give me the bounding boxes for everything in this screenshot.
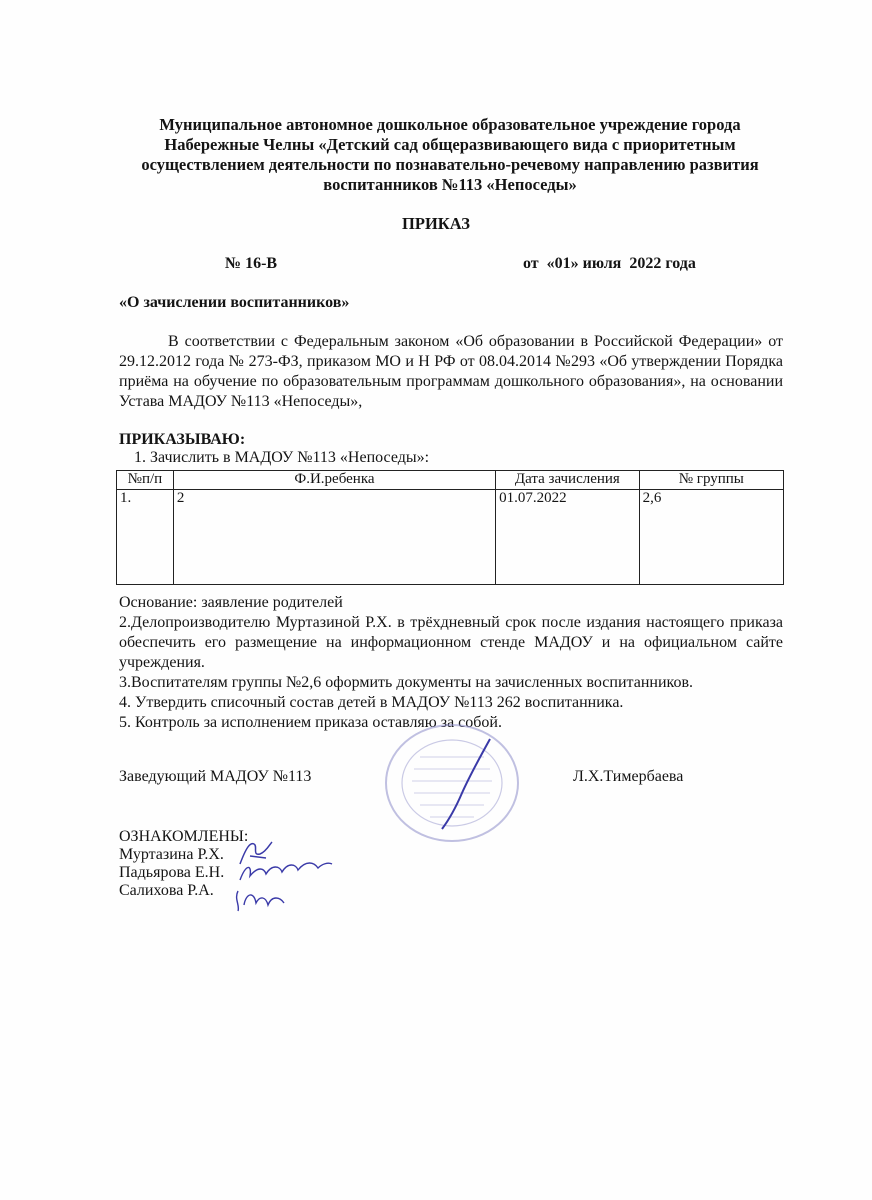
signature-padyarova-icon xyxy=(236,858,334,888)
table-header-row xyxy=(117,471,784,490)
document-number: № 16-В xyxy=(225,255,278,272)
order-item-1: 1. Зачислить в МАДОУ №113 «Непоседы»: xyxy=(134,449,430,466)
cell-number: 1. xyxy=(117,490,174,585)
acknowledged-person: Муртазина Р.Х. xyxy=(119,846,224,863)
column-header-number: №п/п xyxy=(117,471,174,490)
official-stamp-icon xyxy=(372,717,532,852)
director-name: Л.Х.Тимербаева xyxy=(573,768,684,785)
table-row xyxy=(117,490,784,585)
order-item-2: 2.Делопроизводителю Муртазиной Р.Х. в трёхдневный срок после издания настоящего приказа обеспечить его размещение на информационном стенде МАДОУ и на официальном сайте учреждения. xyxy=(119,614,783,671)
cell-group: 2,6 xyxy=(639,490,783,585)
document-date: от «01» июля 2022 года xyxy=(523,255,696,272)
acknowledged-block xyxy=(119,828,248,900)
cell-enroll-date: 01.07.2022 xyxy=(496,490,640,585)
order-items xyxy=(119,593,783,733)
header-line: Муниципальное автономное дошкольное образовательное учреждение города xyxy=(159,115,741,134)
column-header-child-name: Ф.И.ребенка xyxy=(173,471,495,490)
basis-line: Основание: заявление родителей xyxy=(119,594,343,611)
order-keyword: ПРИКАЗЫВАЮ: xyxy=(119,431,246,448)
organization-header xyxy=(110,115,790,195)
order-item-5: 5. Контроль за исполнением приказа оставляю за собой. xyxy=(119,714,502,731)
acknowledged-person: Падьярова Е.Н. xyxy=(119,864,225,881)
acknowledged-label: ОЗНАКОМЛЕНЫ: xyxy=(119,828,249,845)
preamble-paragraph: В соответствии с Федеральным законом «Об образовании в Российской Федерации» от 29.12.2012 года № 273-ФЗ, приказом МО и Н РФ от 08.04.2014 №293 «Об утверждении Порядка приёма на обучение по образовательным программам дошкольного образования», на основании Устава МАДОУ №113 «Непоседы», xyxy=(119,333,783,410)
order-item-4: 4. Утвердить списочный состав детей в МАДОУ №113 262 воспитанника. xyxy=(119,694,624,711)
signature-salikhova-icon xyxy=(232,885,288,915)
document-title: ПРИКАЗ xyxy=(402,214,470,233)
column-header-enroll-date: Дата зачисления xyxy=(496,471,640,490)
header-line: осуществлением деятельности по познавательно-речевому направлению развития xyxy=(141,155,759,174)
director-position: Заведующий МАДОУ №113 xyxy=(119,768,312,785)
column-header-group: № группы xyxy=(639,471,783,490)
header-line: Набережные Челны «Детский сад общеразвивающего вида с приоритетным xyxy=(164,135,736,154)
order-item-3: 3.Воспитателям группы №2,6 оформить документы на зачисленных воспитанников. xyxy=(119,674,694,691)
document-subject: «О зачислении воспитанников» xyxy=(119,294,350,311)
cell-child-name: 2 xyxy=(173,490,495,585)
acknowledged-person: Салихова Р.А. xyxy=(119,882,214,899)
header-line: воспитанников №113 «Непоседы» xyxy=(323,175,577,194)
enrollment-table xyxy=(116,470,784,585)
